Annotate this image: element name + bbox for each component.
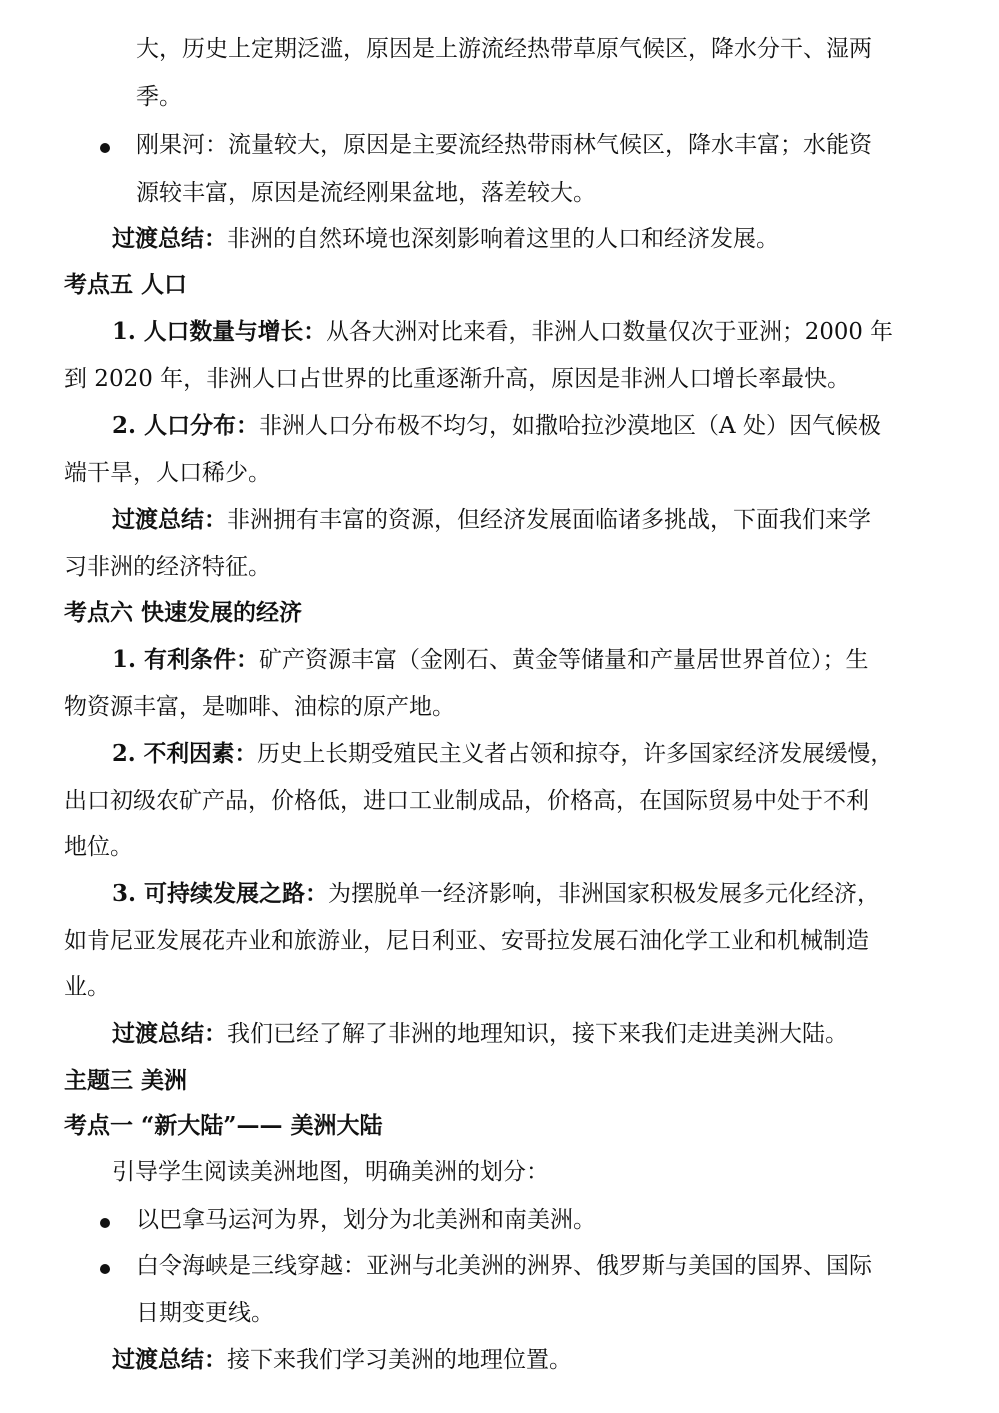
bullet-dot [100,143,110,153]
transition-text: 接下来我们学习美洲的地理位置。 [227,1347,572,1373]
section-heading-kaodian5: 考点五 人口 [64,271,188,298]
economy-item2-line1 [112,739,893,769]
population-item1-line1 [112,317,893,347]
transition-label: 过渡总结： [112,225,227,252]
bullet-panama: 以巴拿马运河为界，划分为北美洲和南美洲。 [136,1207,596,1233]
item-text: 历史上长期受殖民主义者占领和掠夺，许多国家经济发展缓慢， [257,741,894,767]
congo-text-line1: 刚果河：流量较大，原因是主要流经热带雨林气候区，降水丰富；水能资 [136,132,872,158]
economy-item2-line3: 地位。 [64,834,133,860]
economy-item3-line2: 如肯尼亚发展花卉业和旅游业，尼日利亚、安哥拉发展石油化学工业和机械制造 [64,928,869,954]
item-label: 3. 可持续发展之路： [112,880,329,907]
item-text: 非洲人口分布极不均匀，如撒哈拉沙漠地区（A 处）因气候极 [259,413,881,439]
bullet-dot [100,1218,110,1228]
economy-item1-line1 [112,645,869,675]
item-label: 2. 不利因素： [112,740,258,767]
transition-label: 过渡总结： [112,1020,227,1047]
section-heading-kaodian1: 考点一 “新大陆”—— 美洲大陆 [64,1112,383,1139]
population-item1-line2: 到 2020 年，非洲人口占世界的比重逐渐升高，原因是非洲人口增长率最快。 [64,366,851,392]
transition-summary-1 [112,224,779,254]
transition-text: 非洲的自然环境也深刻影响着这里的人口和经济发展。 [227,226,779,252]
transition-summary-2 [112,505,871,535]
bullet-bering-line1: 白令海峡是三线穿越：亚洲与北美洲的洲界、俄罗斯与美国的国界、国际 [136,1253,872,1279]
economy-item3-line1 [112,879,880,909]
economy-item2-line2: 出口初级农矿产品，价格低，进口工业制成品，价格高，在国际贸易中处于不利 [64,788,869,814]
bullet-dot [100,1264,110,1274]
item-label: 1. 人口数量与增长： [112,318,327,345]
item-label: 2. 人口分布： [112,412,260,439]
item-text: 矿产资源丰富（金刚石、黄金等储量和产量居世界首位）；生 [259,647,869,673]
theme-heading-americas: 主题三 美洲 [64,1067,188,1094]
bullet-bering-line2: 日期变更线。 [136,1300,274,1326]
item-text: 为摆脱单一经济影响，非洲国家积极发展多元化经济， [328,881,881,907]
population-item2-line1 [112,411,881,441]
population-item2-line2: 端干旱，人口稀少。 [64,460,271,486]
transition-summary-4 [112,1345,572,1375]
transition-summary-2-line2: 习非洲的经济特征。 [64,554,271,580]
congo-text-line2: 源较丰富，原因是流经刚果盆地，落差较大。 [136,180,596,206]
item-label: 1. 有利条件： [112,646,260,673]
nile-text-line1: 大，历史上定期泛滥，原因是上游流经热带草原气候区，降水分干、湿两 [136,36,872,62]
economy-item1-line2: 物资源丰富，是咖啡、油棕的原产地。 [64,694,455,720]
nile-text-line2: 季。 [136,84,182,110]
economy-item3-line3: 业。 [64,974,110,1000]
transition-text: 我们已经了解了非洲的地理知识，接下来我们走进美洲大陆。 [227,1021,848,1047]
transition-label: 过渡总结： [112,506,227,533]
transition-label: 过渡总结： [112,1346,227,1373]
section-heading-kaodian6: 考点六 快速发展的经济 [64,599,303,626]
item-text: 从各大洲对比来看，非洲人口数量仅次于亚洲；2000 年 [326,319,893,345]
guide-text: 引导学生阅读美洲地图，明确美洲的划分： [112,1159,549,1185]
transition-text: 非洲拥有丰富的资源，但经济发展面临诸多挑战，下面我们来学 [227,507,871,533]
transition-summary-3 [112,1019,848,1049]
